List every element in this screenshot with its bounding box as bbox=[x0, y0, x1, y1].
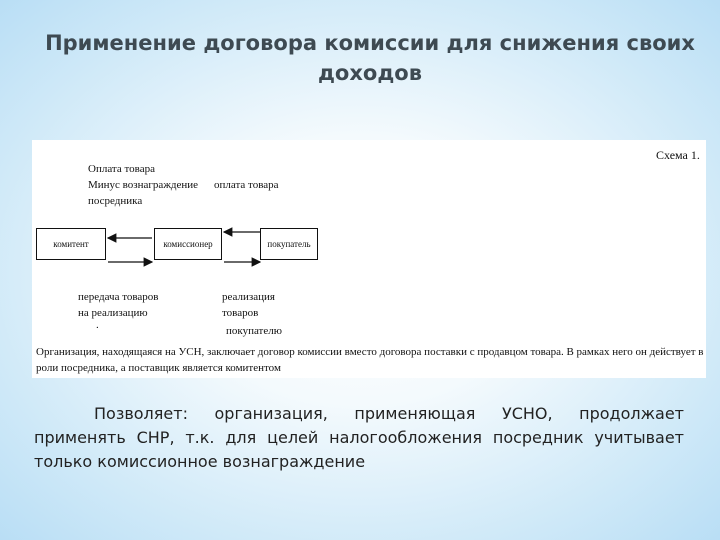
bottom-left-line-1: передача товаров bbox=[78, 291, 159, 303]
title-line-1: Применение договора комиссии для снижения своих bbox=[45, 31, 695, 55]
scheme-label: Схема 1. bbox=[656, 148, 700, 162]
scheme-diagram bbox=[32, 140, 706, 378]
title-line-2: доходов bbox=[317, 61, 423, 85]
commission-agent-box: комиссионер bbox=[154, 228, 222, 260]
buyer-box: покупатель bbox=[260, 228, 318, 260]
slide-title bbox=[40, 28, 700, 88]
bottom-left-line-3: . bbox=[96, 319, 99, 331]
top-left-line-3: посредника bbox=[88, 195, 143, 207]
top-left-line-2: Минус вознаграждение bbox=[88, 179, 199, 191]
bottom-right-line-1: реализация bbox=[222, 291, 275, 303]
bottom-left-line-2: на реализацию bbox=[78, 307, 148, 319]
top-right-label: оплата товара bbox=[214, 179, 279, 191]
committent-box: комитент bbox=[36, 228, 106, 260]
body-text: Позволяет: организация, применяющая УСНО, продолжает применять СНР, т.к. для целей налогообложения посредник учитывает только комиссионное вознаграждение bbox=[34, 404, 684, 471]
bottom-right-line-3: покупателю bbox=[226, 325, 282, 337]
flow-arrows bbox=[32, 140, 706, 378]
body-paragraph bbox=[34, 402, 684, 474]
top-left-line-1: Оплата товара bbox=[88, 163, 155, 175]
bottom-right-line-2: товаров bbox=[222, 307, 259, 319]
scheme-caption: Организация, находящаяся на УСН, заключает договор комиссии вместо договора поставки с продавцом товара. В рамках него он действует в роли посредника, а поставщик является комитентом bbox=[36, 346, 704, 374]
